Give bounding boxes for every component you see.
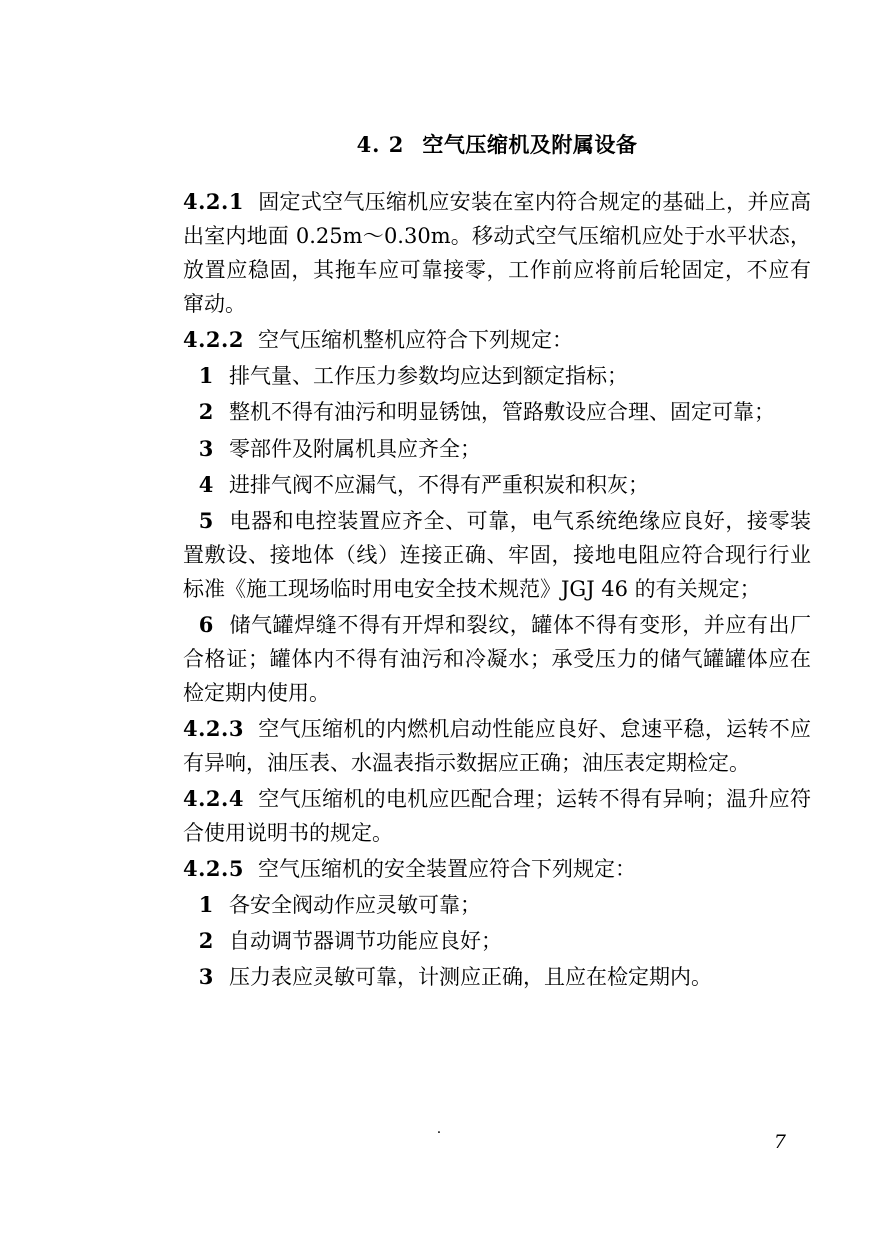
clause-text: 空气压缩机整机应符合下列规定： — [257, 328, 573, 353]
clause-number: 4.2.3 — [183, 715, 244, 741]
list-item-text: 零部件及附属机具应齐全； — [229, 436, 481, 461]
clause-4-2-2 — [183, 323, 811, 357]
list-item-number: 3 — [198, 963, 214, 989]
clause-number: 4.2.5 — [183, 855, 244, 881]
list-item-text: 压力表应灵敏可靠，计测应正确，且应在检定期内。 — [229, 964, 712, 989]
list-item-text: 排气量、工作压力参数均应达到额定指标； — [229, 364, 628, 389]
clause-4-2-1 — [183, 185, 811, 321]
list-item-number: 1 — [198, 891, 214, 917]
list-item-number: 2 — [198, 927, 214, 953]
list-item — [183, 888, 811, 922]
list-item-text: 整机不得有油污和明显锈蚀，管路敷设应合理、固定可靠； — [229, 400, 775, 425]
list-item — [183, 395, 811, 429]
clause-4-2-3 — [183, 712, 811, 780]
list-item-number: 1 — [198, 363, 214, 389]
footer-mark: . — [436, 1121, 442, 1137]
clause-number: 4.2.2 — [183, 327, 244, 353]
list-item — [183, 608, 811, 710]
list-item — [183, 432, 811, 466]
list-item — [183, 468, 811, 502]
section-heading — [183, 130, 811, 159]
page-content — [183, 130, 811, 996]
list-item-number: 6 — [198, 611, 214, 637]
clause-4-2-4 — [183, 782, 811, 850]
list-item — [183, 504, 811, 606]
list-item — [183, 924, 811, 958]
list-item-number: 2 — [198, 399, 214, 425]
list-item-text: 自动调节器调节功能应良好； — [229, 928, 502, 953]
clause-4-2-5 — [183, 852, 811, 886]
clause-text: 空气压缩机的电机应匹配合理；运转不得有异响；温升应符合使用说明书的规定。 — [183, 786, 811, 845]
clause-text: 空气压缩机的内燃机启动性能应良好、怠速平稳，运转不应有异响，油压表、水温表指示数据应正确；油压表定期检定。 — [183, 716, 811, 775]
list-item-number: 5 — [198, 507, 214, 533]
clause-number: 4.2.4 — [183, 785, 244, 811]
list-item-text: 电器和电控装置应齐全、可靠，电气系统绝缘应良好，接零装置敷设、接地体（线）连接正确、牢固，接地电阻应符合现行行业标准《施工现场临时用电安全技术规范》JGJ 46 的有关规定； — [183, 508, 811, 601]
section-heading-number: 4. 2 — [356, 132, 405, 157]
list-item-text: 储气罐焊缝不得有开焊和裂纹，罐体不得有变形，并应有出厂合格证；罐体内不得有油污和冷凝水；承受压力的储气罐罐体应在检定期内使用。 — [183, 612, 811, 705]
list-item-number: 4 — [198, 471, 214, 497]
list-item-text: 进排气阀不应漏气，不得有严重积炭和积灰； — [229, 472, 649, 497]
clause-text: 固定式空气压缩机应安装在室内符合规定的基础上，并应高出室内地面 0.25m～0.30m。移动式空气压缩机应处于水平状态，放置应稳固，其拖车应可靠接零，工作前应将前后轮固定，不应有窜动。 — [183, 190, 811, 317]
list-item-number: 3 — [198, 435, 214, 461]
clause-number: 4.2.1 — [183, 189, 244, 215]
list-item — [183, 960, 811, 994]
list-item-text: 各安全阀动作应灵敏可靠； — [229, 892, 481, 917]
clause-text: 空气压缩机的安全装置应符合下列规定： — [257, 856, 636, 881]
page-number: 7 — [773, 1131, 786, 1153]
section-heading-title: 空气压缩机及附属设备 — [422, 132, 638, 157]
list-item — [183, 359, 811, 393]
